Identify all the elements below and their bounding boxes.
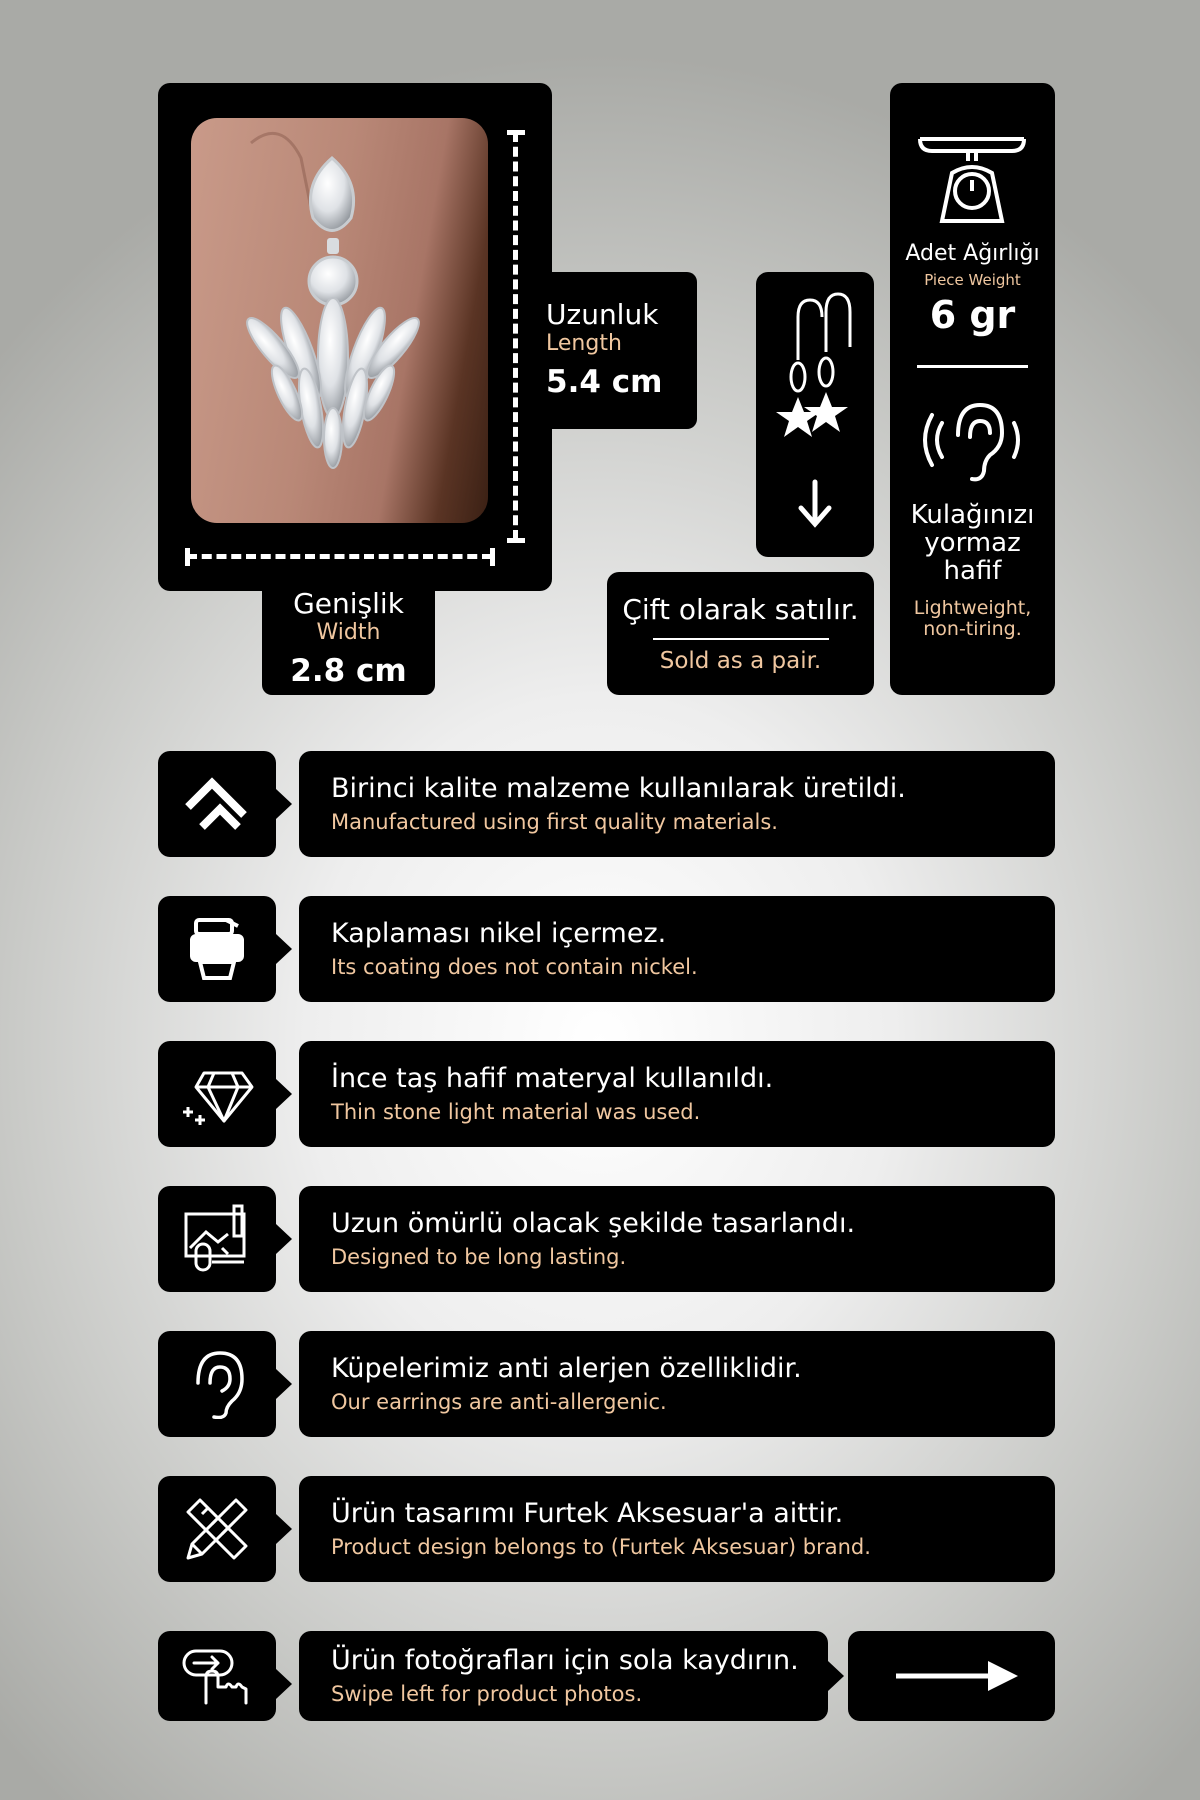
feature-title-2: Kaplaması nikel içermez.: [331, 918, 667, 949]
star-earrings-icon: [756, 272, 874, 557]
pencil-ruler-icon: [182, 1494, 252, 1564]
width-cap-right: [490, 548, 495, 566]
width-label-en: Width: [316, 619, 381, 645]
length-value: 5.4 cm: [546, 364, 663, 400]
light-label-line3: hafif: [943, 556, 1002, 586]
feature-row-7: [299, 1631, 828, 1721]
scale-icon: [912, 133, 1032, 228]
light-label-en-line2: non-tiring.: [923, 618, 1022, 640]
width-label: Genişlik: [293, 586, 404, 620]
weight-label: Adet Ağırlığı: [905, 241, 1040, 266]
diamond-icon: [182, 1059, 256, 1129]
feature-row-2: [299, 896, 1055, 1002]
light-label-en-line1: Lightweight,: [913, 597, 1032, 619]
pair-divider: [653, 638, 829, 640]
feature-title-5: Küpelerimiz anti alerjen özelliklidir.: [331, 1353, 802, 1384]
feature-subtitle-4: Designed to be long lasting.: [331, 1245, 627, 1269]
weight-value: 6 gr: [929, 293, 1016, 337]
quality-chevron-icon: [182, 769, 252, 839]
feature-icon-box-2: [158, 896, 276, 1002]
length-cap-top: [507, 130, 525, 135]
light-label-en: [890, 598, 1055, 640]
feature-title-4: Uzun ömürlü olacak şekilde tasarlandı.: [331, 1208, 856, 1239]
feature-icon-box-5: [158, 1331, 276, 1437]
width-box: [262, 560, 435, 695]
light-label: [890, 501, 1055, 585]
feature-row-6: [299, 1476, 1055, 1582]
length-box: [520, 272, 697, 429]
feature-row-3: [299, 1041, 1055, 1147]
feature-subtitle-2: Its coating does not contain nickel.: [331, 955, 698, 979]
weight-info-box: [890, 83, 1055, 695]
feature-subtitle-5: Our earrings are anti-allergenic.: [331, 1390, 667, 1414]
length-label-en: Length: [546, 331, 622, 356]
pair-box: [607, 572, 874, 695]
length-cap-bottom: [507, 538, 525, 543]
nickel-free-icon: [182, 914, 252, 984]
feature-subtitle-1: Manufactured using first quality materials.: [331, 810, 778, 834]
width-cap-left: [185, 548, 190, 566]
feature-title-7: Ürün fotoğrafları için sola kaydırın.: [331, 1645, 799, 1676]
feature-icon-box-3: [158, 1041, 276, 1147]
length-label: Uzunluk: [546, 298, 659, 331]
width-value: 2.8 cm: [290, 652, 407, 689]
design-drawing-icon: [182, 1204, 252, 1274]
feature-title-3: İnce taş hafif materyal kullanıldı.: [331, 1063, 774, 1094]
feature-row-4: [299, 1186, 1055, 1292]
arrow-right-icon: [848, 1631, 1055, 1721]
feature-title-6: Ürün tasarımı Furtek Aksesuar'a aittir.: [331, 1498, 844, 1529]
pair-label: Çift olarak satılır.: [622, 593, 859, 626]
ear-sound-icon: [918, 395, 1028, 485]
ear-icon: [182, 1349, 252, 1419]
feature-icon-box-1: [158, 751, 276, 857]
feature-title-1: Birinci kalite malzeme kullanılarak üretildi.: [331, 773, 906, 804]
feature-icon-box-6: [158, 1476, 276, 1582]
feature-row-1: [299, 751, 1055, 857]
swipe-arrow-box[interactable]: [848, 1631, 1055, 1721]
feature-row-5: [299, 1331, 1055, 1437]
pair-label-en: Sold as a pair.: [659, 648, 822, 674]
weight-divider: [917, 365, 1028, 368]
feature-icon-box-4: [158, 1186, 276, 1292]
length-dimension-line: [513, 132, 518, 540]
light-label-line1: Kulağınızı: [910, 500, 1035, 530]
earring-photo: [191, 118, 488, 523]
feature-subtitle-3: Thin stone light material was used.: [331, 1100, 701, 1124]
pair-icon-box: [756, 272, 874, 557]
width-dimension-line: [187, 554, 492, 559]
feature-icon-box-7: [158, 1631, 276, 1721]
light-label-line2: yormaz: [924, 528, 1021, 558]
feature-subtitle-6: Product design belongs to (Furtek Aksesuar) brand.: [331, 1535, 871, 1559]
weight-label-en: Piece Weight: [924, 271, 1021, 289]
feature-subtitle-7: Swipe left for product photos.: [331, 1682, 643, 1706]
swipe-hand-icon: [182, 1647, 256, 1707]
feature-row-7-notch: [828, 1661, 844, 1691]
